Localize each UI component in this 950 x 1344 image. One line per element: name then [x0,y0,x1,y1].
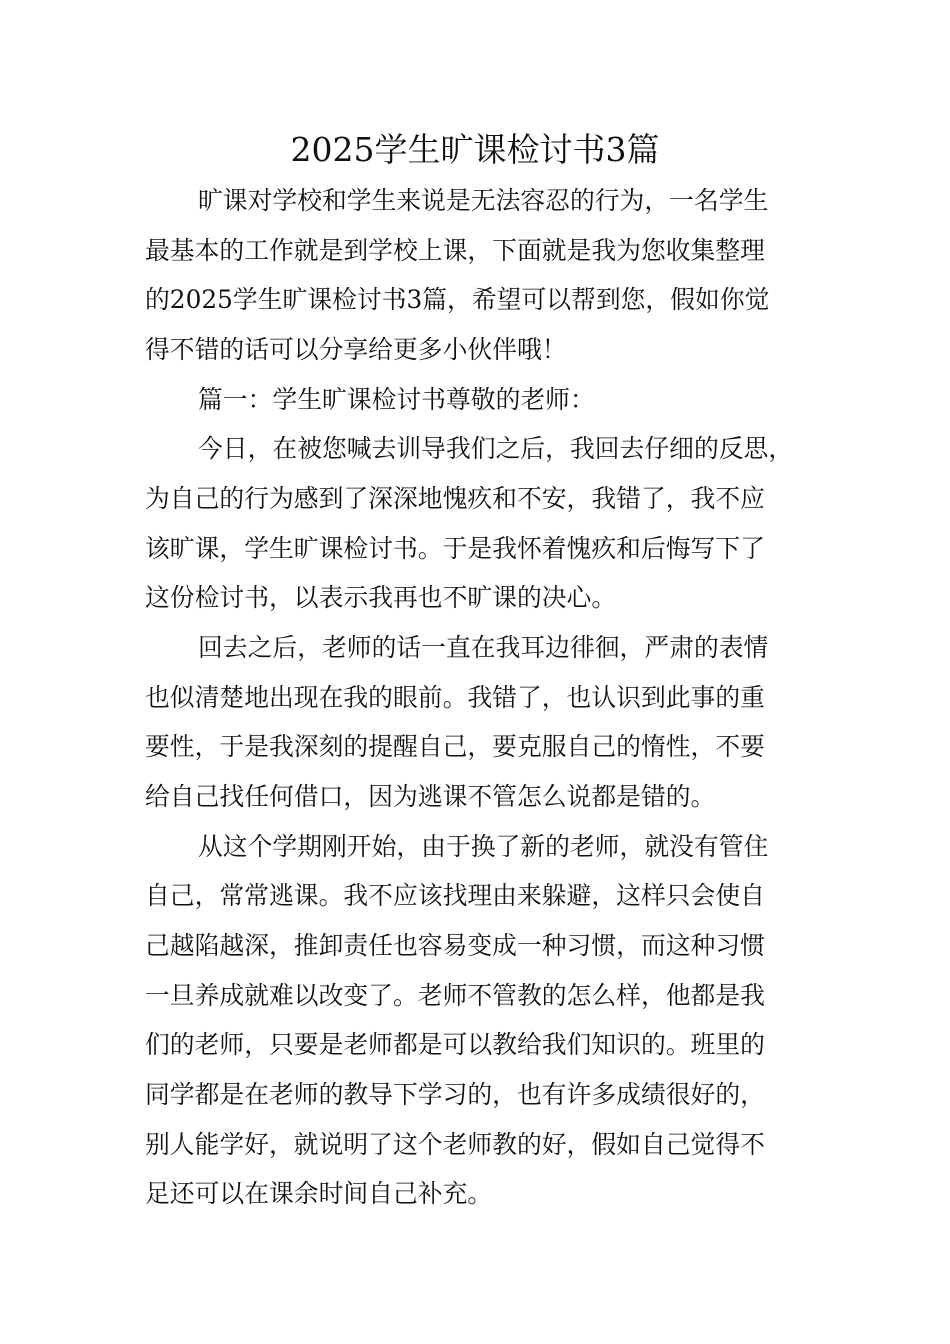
text-line: 今日，在被您喊去训导我们之后，我回去仔细的反思， [198,434,794,463]
text-line: 己越陷越深，推卸责任也容易变成一种习惯，而这种习惯 [145,931,765,960]
text-line: 这份检讨书，以表示我再也不旷课的决心。 [145,583,617,612]
text-line: 旷课对学校和学生来说是无法容忍的行为，一名学生 [198,186,769,215]
text-line: 最基本的工作就是到学校上课，下面就是我为您收集整理 [145,236,765,265]
text-line: 回去之后，老师的话一直在我耳边徘徊，严肃的表情 [198,633,769,662]
text-line: 们的老师，只要是老师都是可以教给我们知识的。班里的 [145,1030,765,1059]
text-line: 的2025学生旷课检讨书3篇，希望可以帮到您，假如你觉 [145,285,770,314]
text-line: 该旷课，学生旷课检讨书。于是我怀着愧疚和后悔写下了 [145,534,765,563]
text-line: 一旦养成就难以改变了。老师不管教的怎么样，他都是我 [145,981,765,1010]
document-title: 2025学生旷课检讨书3篇 [290,130,660,169]
text-line: 为自己的行为感到了深深地愧疚和不安，我错了，我不应 [145,484,765,513]
text-line: 足还可以在课余时间自己补充。 [145,1179,493,1208]
text-line: 自己，常常逃课。我不应该找理由来躲避，这样只会使自 [145,881,765,910]
text-line: 得不错的话可以分享给更多小伙伴哦！ [145,335,567,364]
text-line: 别人能学好，就说明了这个老师教的好，假如自己觉得不 [145,1130,765,1159]
text-line: 也似清楚地出现在我的眼前。我错了，也认识到此事的重 [145,683,765,712]
text-line: 给自己找任何借口，因为逃课不管怎么说都是错的。 [145,782,716,811]
section-heading: 篇一：学生旷课检讨书尊敬的老师： [198,385,595,414]
text-line: 同学都是在老师的教导下学习的，也有许多成绩很好的， [145,1080,765,1109]
text-line: 要性，于是我深刻的提醒自己，要克服自己的惰性，不要 [145,732,765,761]
text-line: 从这个学期刚开始，由于换了新的老师，就没有管住 [198,832,769,861]
